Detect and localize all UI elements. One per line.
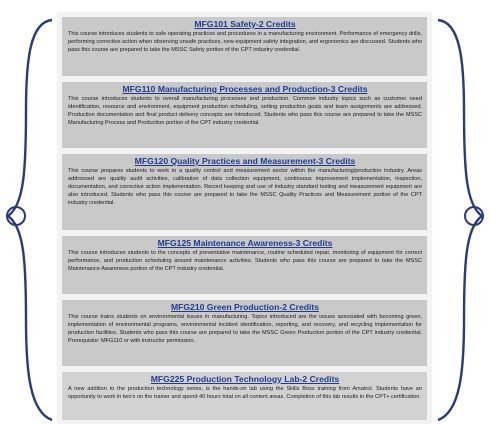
course-description: This course introduces students to safe operating practices and procedures in a manufacturing environment. Performance of emergency drills, performing corrective action when observing unsafe practices, new equipment safety integration, and ergonomics are discussed. Students who pass this course are prepared to take the MSSC Safety portion of the CPT industry credential. (68, 31, 422, 53)
course-block (62, 300, 427, 366)
course-description: This course introduces students to overall manufacturing processes and production. Common industry topics such as customer need identification, resource and environment, equipment production scheduling, setting production goals and team assignments are addressed. Production documentation and final product delivery concepts are introduced. Students who pass this course are prepared to take the MSSC Manufacturing Process and Production portion of the CPT industry credential. (68, 96, 422, 126)
course-title[interactable]: MFG101 Safety-2 Credits (194, 19, 296, 29)
course-description: This course introduces students to the concepts of preventative maintenance, routine scheduled repair, monitoring of equipment for correct performance, and production scheduling around maintenance activities. Students who pass this course are prepared to take the MSSC Maintenance Awareness portion of the CPT industry credential. (68, 250, 422, 272)
course-title[interactable]: MFG125 Maintenance Awareness-3 Credits (157, 238, 333, 248)
course-block (62, 17, 427, 76)
course-title[interactable]: MFG120 Quality Practices and Measurement-3 Credits (134, 156, 356, 166)
course-title[interactable]: MFG210 Green Production-2 Credits (170, 302, 320, 312)
course-block (62, 372, 427, 420)
course-description: This course trains students on environmental issues in manufacturing. Topics introduced are the issues associated with becoming green, implementation of environmental programs, environmental incident identification, reporting, and recovery, and recycling implementation for production facilities. Students who pass this course are prepared to take the MSSC Green Production portion of the CPT industry credential. Prerequisite: MFG110 or with instructor permission. (68, 314, 422, 344)
course-title[interactable]: MFG110 Manufacturing Processes and Production-3 Credits (122, 84, 368, 94)
course-block (62, 82, 427, 148)
right-brace (438, 20, 482, 420)
left-brace (8, 20, 52, 420)
course-block (62, 236, 427, 294)
course-block (62, 154, 427, 230)
course-title[interactable]: MFG225 Production Technology Lab-2 Credits (150, 374, 340, 384)
course-description: This course prepares students to work in a quality control and measurement sector within the manufacturing/production industry. Areas addressed are quality audit activities, calibration of data collection equipment, continuous improvement implementation, inspection, documentation, and corrective action implementation. Record keeping and use of industry standard testing and measurement equipment are also introduced. Students who pass this course are prepared to take the MSSC Quality Practices and Measurement portion of the CPT industry credential. (68, 168, 422, 206)
course-description: A new addition to the production technology series, is the hands-on lab using the Skills Boss training from Amatrol. Students have an opportunity to work in two's on the trainer and spend 40 hours total on all content areas. Completion of this lab results in the CPT+ certification. (68, 386, 422, 400)
